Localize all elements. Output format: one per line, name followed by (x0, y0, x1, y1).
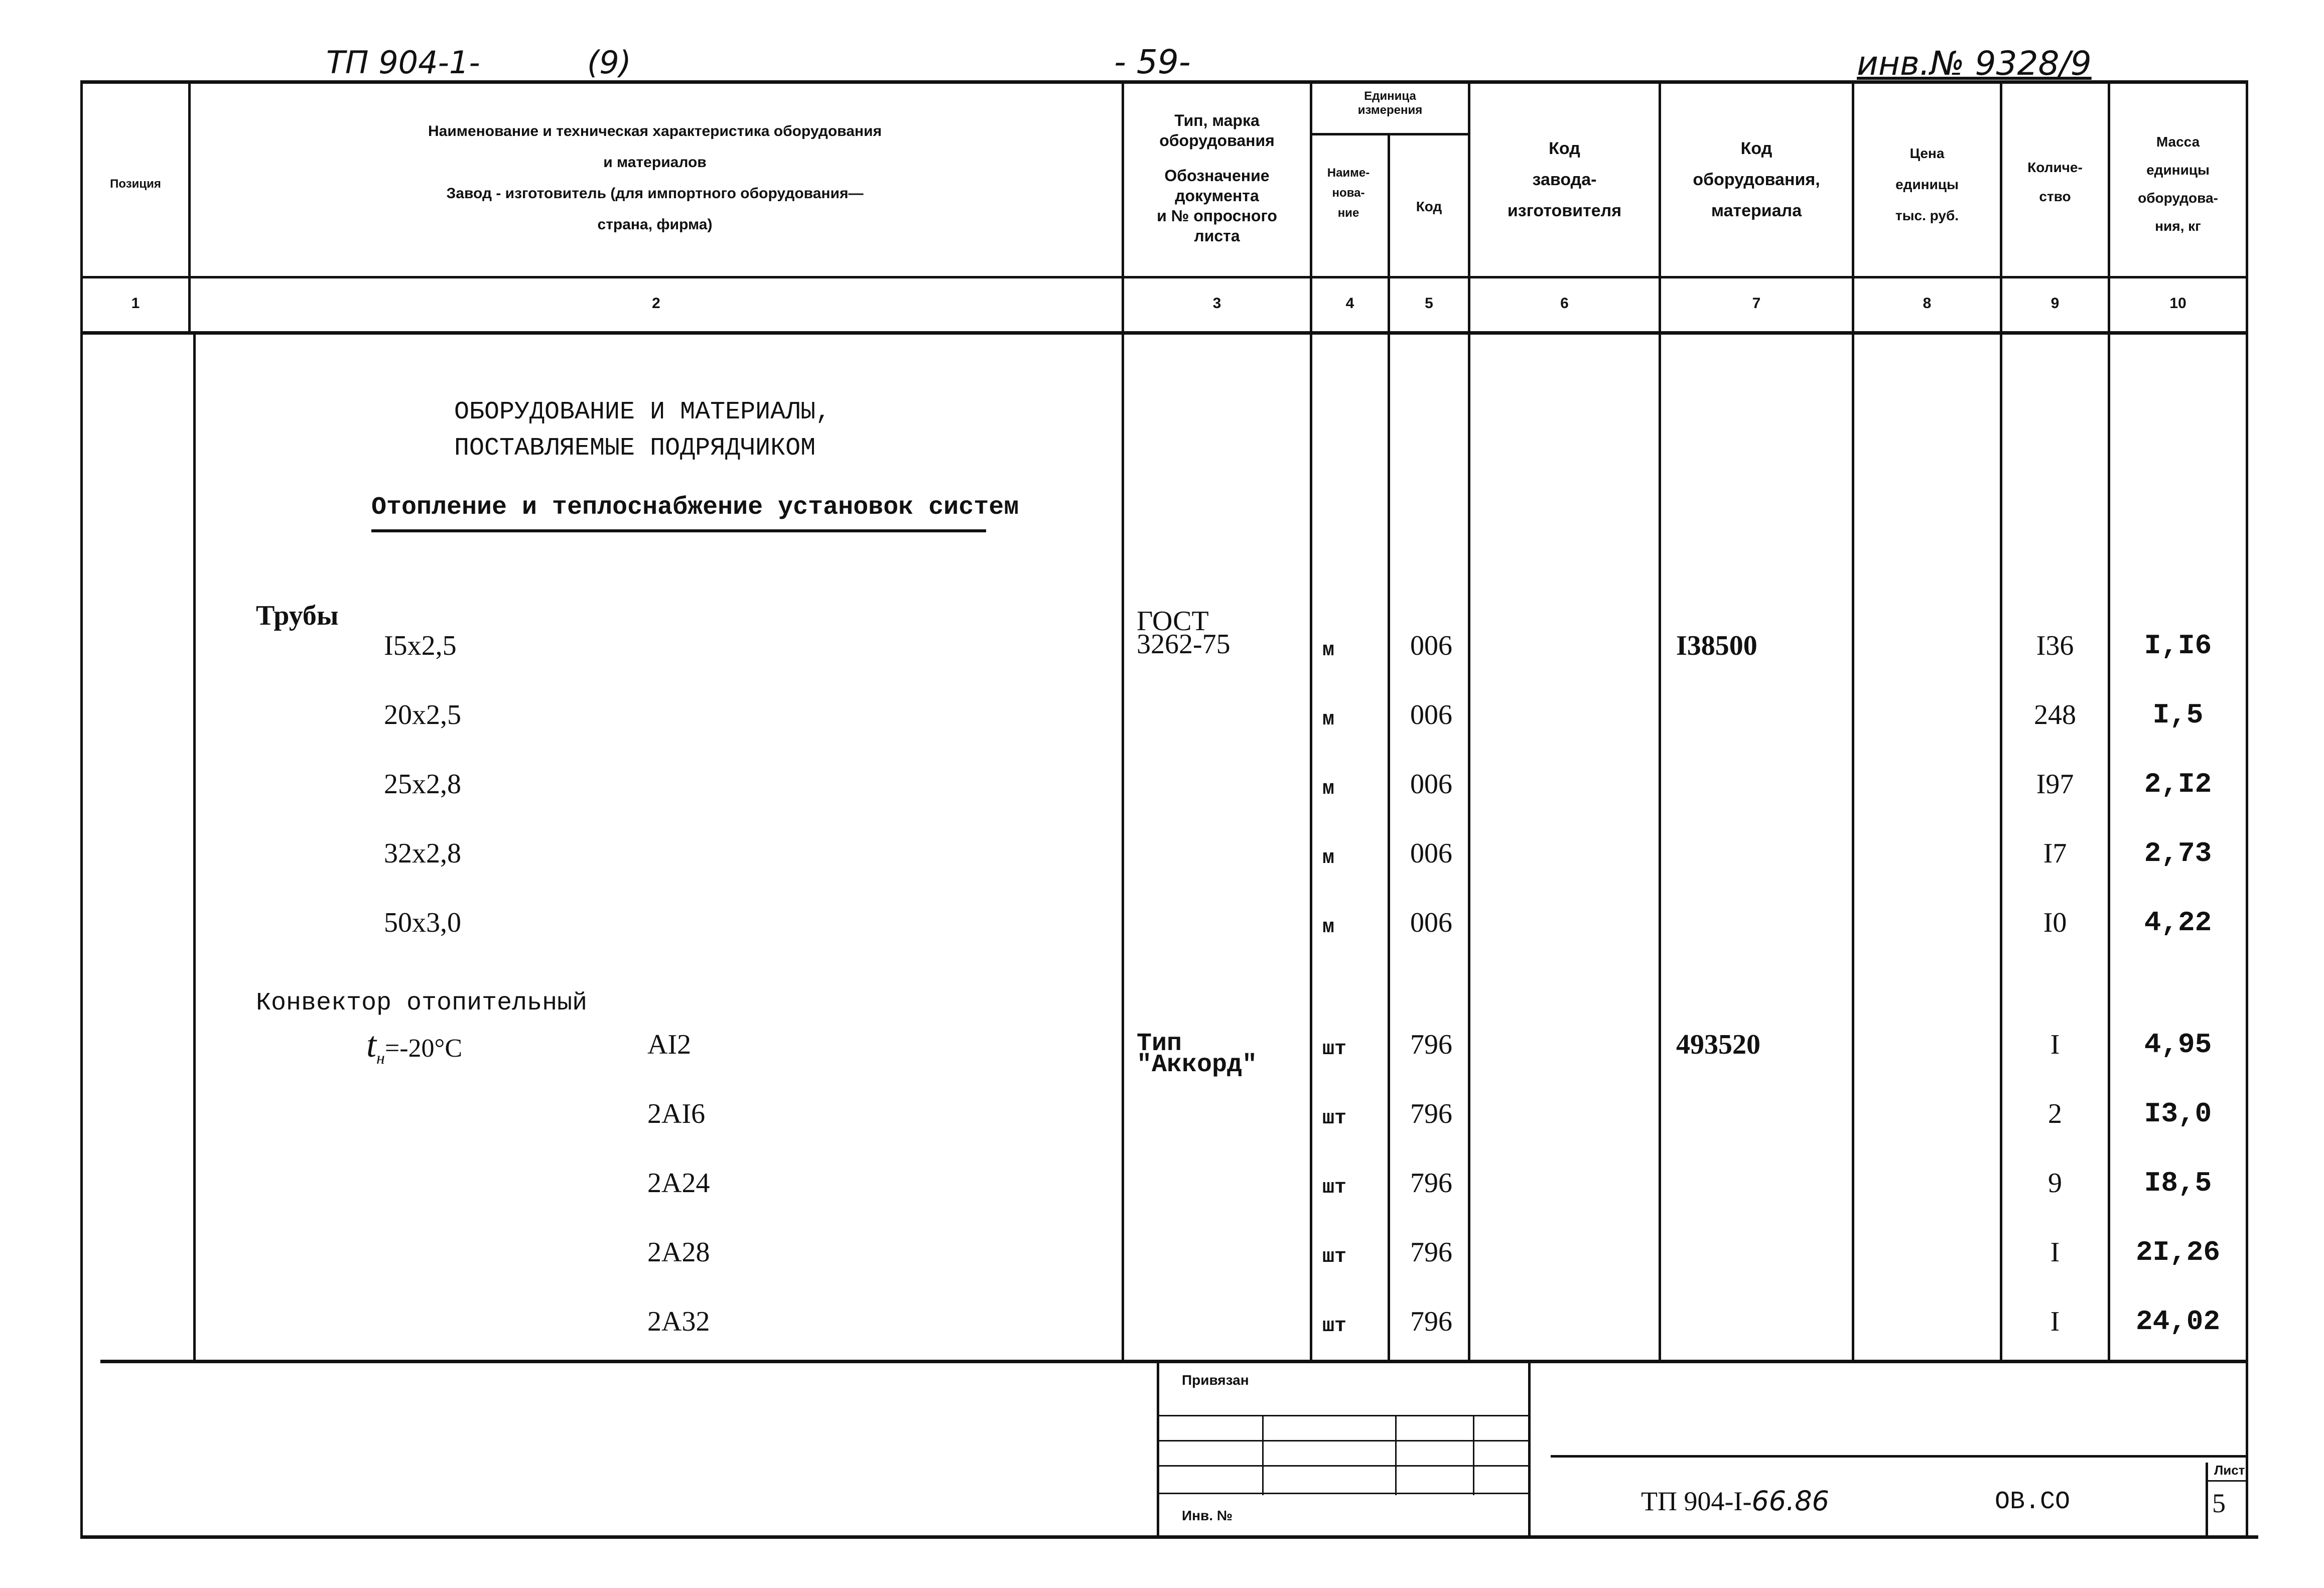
unit-group-divider (1310, 133, 1468, 135)
stamp-row-2 (1157, 1440, 1531, 1441)
convector-row-unit-name: шт (1322, 1038, 1347, 1061)
section-title-1: ОБОРУДОВАНИЕ И МАТЕРИАЛЫ, (454, 398, 831, 426)
header-bottom-border (80, 276, 2248, 278)
header-price: Цена единицы тыс. руб. (1895, 146, 1959, 223)
convector-row-mass: I3,0 (2144, 1098, 2212, 1130)
col-divider-5 (1468, 80, 1470, 1360)
pipes-row-mass: 2,I2 (2144, 768, 2212, 800)
sheet-box-left (2206, 1463, 2208, 1535)
header-type: Тип, марка оборудования Обозначение документа и № опросного листа (1157, 111, 1277, 245)
stamp-col-1 (1262, 1415, 1264, 1495)
pipes-row-mass: 4,22 (2144, 907, 2212, 939)
header-material-code: Код оборудования, материала (1693, 139, 1820, 220)
pipes-row-unit-code: 006 (1410, 838, 1452, 869)
pipes-label: Трубы (256, 600, 339, 631)
pipes-row-item-name: I5x2,5 (384, 630, 457, 661)
pipes-row-unit-code: 006 (1410, 769, 1452, 800)
header-unit-name: Наиме- нова- ние (1327, 166, 1370, 220)
stamp-row-4 (1157, 1493, 1531, 1494)
convector-row-material-code: 493520 (1676, 1029, 1760, 1060)
pipes-doc: ГОСТ 3262-75 (1137, 606, 1231, 660)
colnum-1: 1 (131, 295, 140, 312)
convector-row-unit-code: 796 (1410, 1098, 1452, 1129)
convector-row-item-name: 2A28 (647, 1237, 710, 1268)
sheet-label: Лист (2214, 1463, 2245, 1478)
inv-no-label: Инв. № (1182, 1508, 1233, 1523)
page-bottom-border (80, 1535, 2258, 1539)
col-divider-9 (2108, 80, 2110, 1360)
pipes-row-mass: 2,73 (2144, 837, 2212, 870)
stamp-left (1157, 1360, 1159, 1535)
pipes-row-quantity: I36 (2036, 630, 2074, 661)
pipes-row-item-name: 20x2,5 (384, 699, 461, 731)
pipes-row-unit-code: 006 (1410, 907, 1452, 938)
convector-row-item-name: AI2 (647, 1029, 692, 1060)
pipes-row-mass: I,I6 (2144, 630, 2212, 662)
sheet-number: 5 (2212, 1488, 2226, 1518)
col-divider-4 (1388, 135, 1390, 1360)
convector-row-quantity: I (2050, 1237, 2060, 1268)
doc-num: (9) (587, 44, 631, 81)
pipes-row-unit-name: м (1322, 778, 1335, 800)
pipes-row-material-code: I38500 (1676, 630, 1757, 661)
colnum-9: 9 (2050, 295, 2060, 312)
col-divider-1-body (193, 334, 196, 1360)
sheet-box-divider (2206, 1480, 2248, 1482)
sheet-code: ОВ.СО (1995, 1488, 2071, 1516)
convector-row-unit-code: 796 (1410, 1029, 1452, 1060)
convector-row-item-name: 2AI6 (647, 1098, 706, 1129)
pipes-row-unit-name: м (1322, 916, 1335, 939)
pipes-row-unit-name: м (1322, 639, 1335, 662)
convector-row-unit-code: 796 (1410, 1306, 1452, 1337)
convector-row-unit-name: шт (1322, 1246, 1347, 1268)
colnum-3: 3 (1212, 295, 1221, 312)
pipes-row-item-name: 50x3,0 (384, 907, 461, 938)
stamp-right (1528, 1360, 1531, 1535)
convector-type: Тип "Аккорд" (1137, 1030, 1258, 1079)
convector-row-unit-code: 796 (1410, 1168, 1452, 1199)
pipes-row-mass: I,5 (2152, 699, 2204, 731)
col-divider-2 (1122, 80, 1124, 1360)
pipes-row-unit-code: 006 (1410, 699, 1452, 731)
header-quantity: Количе- ство (2027, 160, 2083, 204)
convector-row-mass: I8,5 (2144, 1167, 2212, 1199)
stamp-col-3 (1473, 1415, 1474, 1495)
title-block-top (1551, 1455, 2248, 1458)
pipes-row-quantity: I0 (2043, 907, 2067, 938)
convector-row-unit-name: шт (1322, 1107, 1347, 1130)
header-unit-group: Единица измерения (1357, 89, 1423, 117)
col-divider-3 (1310, 80, 1312, 1360)
convector-row-item-name: 2A32 (647, 1306, 710, 1337)
section-subtitle-underline (371, 529, 986, 532)
inventory-number: инв.№ 9328/9 (1857, 44, 2092, 83)
colnum-8: 8 (1923, 295, 1932, 312)
header-factory-code: Код завода- изготовителя (1507, 139, 1622, 220)
convector-row-mass: 4,95 (2144, 1029, 2212, 1061)
convector-row-quantity: 9 (2048, 1168, 2062, 1199)
col-divider-8 (2000, 80, 2002, 1360)
frame-right (2246, 80, 2248, 1535)
convector-row-unit-code: 796 (1410, 1237, 1452, 1268)
colnum-7: 7 (1752, 295, 1761, 312)
header-position: Позиция (110, 177, 161, 191)
header-unit-code: Код (1416, 199, 1442, 214)
convector-row-mass: 24,02 (2135, 1306, 2221, 1338)
convector-row-unit-name: шт (1322, 1177, 1347, 1199)
doc-code: ТП 904-I-66.86 (1641, 1485, 1830, 1517)
pipes-row-unit-name: м (1322, 847, 1335, 870)
colnum-6: 6 (1560, 295, 1569, 312)
convector-row-unit-name: шт (1322, 1315, 1347, 1338)
privyazan-label: Привязан (1182, 1372, 1249, 1388)
pipes-row-unit-code: 006 (1410, 630, 1452, 661)
convector-row-item-name: 2A24 (647, 1168, 710, 1199)
stamp-col-2 (1395, 1415, 1397, 1495)
stamp-top (1157, 1360, 1531, 1362)
colnum-10: 10 (2169, 295, 2186, 312)
page-number: - 59- (1114, 43, 1191, 81)
convector-row-quantity: I (2050, 1306, 2060, 1337)
convector-row-quantity: I (2050, 1029, 2060, 1060)
colnum-bottom-border (80, 331, 2248, 335)
convector-row-quantity: 2 (2048, 1098, 2062, 1129)
header-name: Наименование и техническая характеристика оборудования и материалов Завод - изготовитель (для импортного оборудования— страна, фирма) (428, 123, 882, 233)
pipes-row-unit-name: м (1322, 708, 1335, 731)
convector-temp: $t_н=-20^\circ C$ (366, 1025, 463, 1068)
colnum-4: 4 (1345, 295, 1354, 312)
section-title-2: ПОСТАВЛЯЕМЫЕ ПОДРЯДЧИКОМ (454, 434, 816, 463)
table-top-border (80, 80, 2248, 84)
pipes-row-item-name: 25x2,8 (384, 769, 461, 800)
doc-ref: ТП 904-1- (326, 44, 480, 81)
convector-label: Конвектор отопительный (256, 989, 588, 1018)
colnum-5: 5 (1425, 295, 1433, 312)
pipes-row-quantity: I7 (2043, 838, 2067, 869)
convector-row-mass: 2I,26 (2135, 1236, 2221, 1268)
stamp-row-3 (1157, 1465, 1531, 1467)
col-divider-6 (1659, 80, 1661, 1360)
col-divider-7 (1852, 80, 1854, 1360)
pipes-row-quantity: 248 (2034, 699, 2076, 731)
pipes-row-item-name: 32x2,8 (384, 838, 461, 869)
header-mass: Масса единицы оборудова- ния, кг (2138, 134, 2218, 234)
colnum-2: 2 (652, 295, 660, 312)
pipes-row-quantity: I97 (2036, 769, 2074, 800)
stamp-row-1 (1157, 1415, 1531, 1416)
section-subtitle: Отопление и теплоснабжение установок систем (371, 493, 1019, 522)
